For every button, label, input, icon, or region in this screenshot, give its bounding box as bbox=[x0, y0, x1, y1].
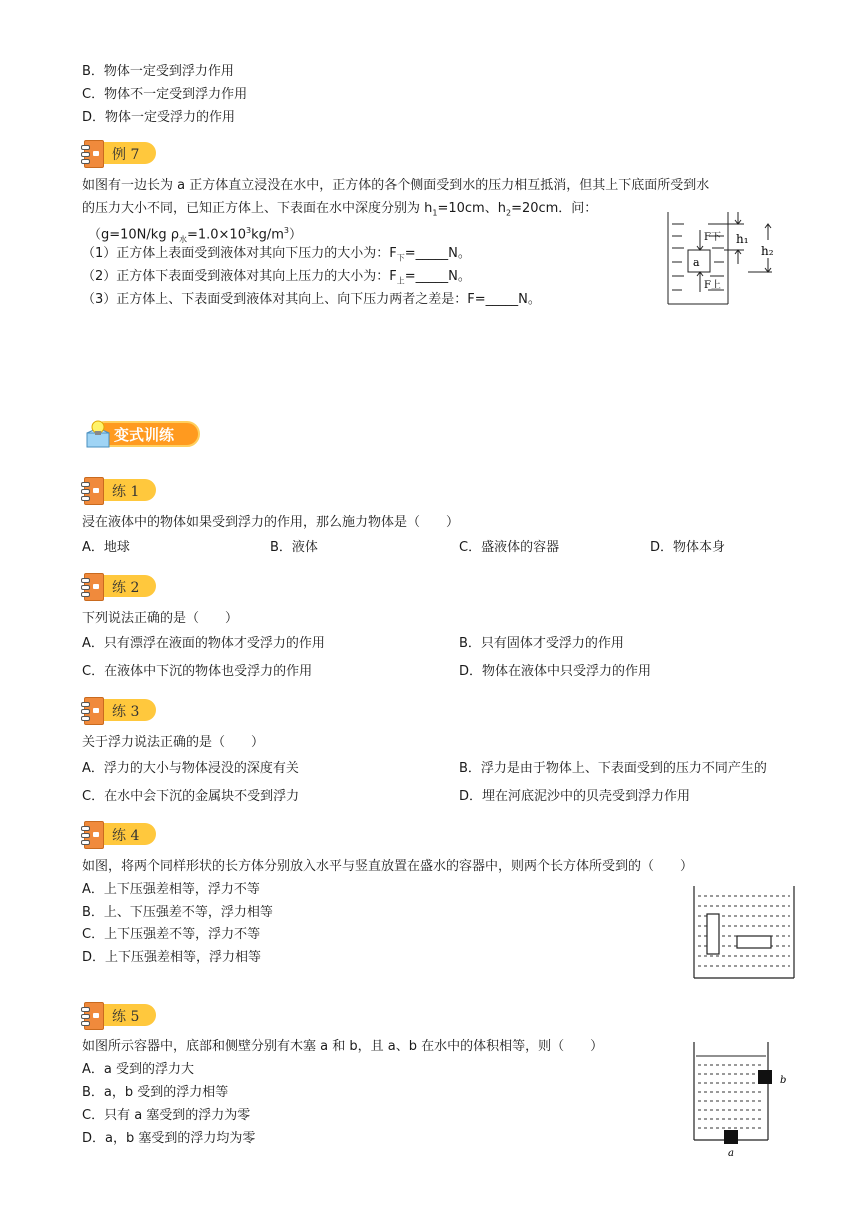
option-d: D．物体一定受浮力的作用 bbox=[82, 110, 236, 125]
practice-2-label: 练 2 bbox=[112, 580, 140, 596]
ex7-q3: （3）正方体上、下表面受到液体对其向上、向下压力两者之差是：F=_____N。 bbox=[82, 292, 541, 307]
p5-option-a: A．a 受到的浮力大 bbox=[82, 1062, 194, 1077]
h1-label: h₁ bbox=[736, 232, 749, 246]
practice-1-badge bbox=[80, 477, 158, 503]
p2-option-b: B．只有固体才受浮力的作用 bbox=[459, 636, 624, 651]
p3-option-a: A．浮力的大小与物体浸没的深度有关 bbox=[82, 761, 299, 776]
p4-option-b: B．上、下压强差不等，浮力相等 bbox=[82, 905, 273, 920]
p2-option-a: A．只有漂浮在液面的物体才受浮力的作用 bbox=[82, 636, 325, 651]
practice-5-badge bbox=[80, 1002, 158, 1028]
ex7-constants: （g=10N/kg $\rho_水=1.0\times 10^3kg/m^3$） bbox=[88, 226, 303, 244]
p1-option-a: A．地球 bbox=[82, 540, 130, 555]
p5-option-b: B．a，b 受到的浮力相等 bbox=[82, 1085, 229, 1100]
example-7-badge bbox=[80, 140, 158, 166]
p5-option-c: C．只有 a 塞受到的浮力为零 bbox=[82, 1108, 251, 1123]
two-blocks-container-figure bbox=[692, 884, 796, 980]
p1-option-b: B．液体 bbox=[270, 540, 318, 555]
p4-option-c: C．上下压强差不等，浮力不等 bbox=[82, 927, 261, 942]
option-c: C．物体不一定受到浮力作用 bbox=[82, 87, 248, 102]
practice-4-badge bbox=[80, 821, 158, 847]
cork-a bbox=[724, 1130, 738, 1144]
f-down-label: F下 bbox=[704, 232, 721, 243]
ex7-line1: 如图有一边长为 a 正方体直立浸没在水中，正方体的各个侧面受到水的压力相互抵消，但其上下底面所受到水 bbox=[82, 178, 710, 193]
cube-in-water-figure bbox=[664, 210, 784, 306]
practice-4-label: 练 4 bbox=[112, 828, 140, 844]
p2-stem: 下列说法正确的是（ ） bbox=[82, 611, 239, 626]
practice-3-badge bbox=[80, 697, 158, 723]
p3-stem: 关于浮力说法正确的是（ ） bbox=[82, 735, 265, 750]
p4-option-d: D．上下压强差相等，浮力相等 bbox=[82, 950, 262, 965]
section-header bbox=[84, 417, 200, 451]
cork-b bbox=[758, 1070, 772, 1084]
cork-a-label: a bbox=[728, 1148, 734, 1158]
notebook-icon bbox=[84, 477, 104, 505]
cork-b-label: b bbox=[780, 1075, 787, 1086]
practice-3-label: 练 3 bbox=[112, 704, 140, 720]
p1-stem: 浸在液体中的物体如果受到浮力的作用，那么施力物体是（ ） bbox=[82, 515, 460, 530]
practice-2-badge bbox=[80, 573, 158, 599]
practice-1-label: 练 1 bbox=[112, 484, 140, 500]
p3-option-d: D．埋在河底泥沙中的贝壳受到浮力作用 bbox=[459, 789, 691, 804]
cube-label: a bbox=[693, 256, 700, 269]
ex7-line2: 的压力大小不同，已知正方体上、下表面在水中深度分别为 $h_1=10cm$、$h_2=20cm$．问： bbox=[82, 201, 598, 218]
option-b: B．物体一定受到浮力作用 bbox=[82, 64, 234, 79]
p2-option-c: C．在液体中下沉的物体也受浮力的作用 bbox=[82, 664, 313, 679]
notebook-icon bbox=[84, 573, 104, 601]
p2-option-d: D．物体在液体中只受浮力的作用 bbox=[459, 664, 652, 679]
notebook-icon bbox=[84, 140, 104, 168]
h2-label: h₂ bbox=[761, 244, 774, 258]
p4-stem: 如图，将两个同样形状的长方体分别放入水平与竖直放置在盛水的容器中，则两个长方体所受到的（ ） bbox=[82, 859, 694, 874]
notebook-icon bbox=[84, 821, 104, 849]
practice-5-label: 练 5 bbox=[112, 1009, 140, 1025]
ex7-q1: （1）正方体上表面受到液体对其向下压力的大小为：$F_下=\_\_\_\_\_N$。 bbox=[82, 246, 471, 263]
notebook-icon bbox=[84, 697, 104, 725]
p4-option-a: A．上下压强差相等，浮力不等 bbox=[82, 882, 260, 897]
f-up-label: F上 bbox=[704, 280, 721, 291]
example-7-label: 例 7 bbox=[112, 147, 140, 163]
p5-stem: 如图所示容器中，底部和侧壁分别有木塞 a 和 b，且 a、b 在水中的体积相等，则（ ） bbox=[82, 1039, 604, 1054]
ex7-q2: （2）正方体下表面受到液体对其向上压力的大小为：$F_上=\_\_\_\_\_N$。 bbox=[82, 269, 471, 286]
corks-container-figure bbox=[690, 1040, 796, 1158]
p3-option-c: C．在水中会下沉的金属块不受到浮力 bbox=[82, 789, 300, 804]
lightbulb-box-icon bbox=[84, 419, 112, 449]
p1-option-c: C．盛液体的容器 bbox=[459, 540, 560, 555]
p5-option-d: D．a，b 塞受到的浮力均为零 bbox=[82, 1131, 256, 1146]
p3-option-b: B．浮力是由于物体上、下表面受到的压力不同产生的 bbox=[459, 761, 767, 776]
notebook-icon bbox=[84, 1002, 104, 1030]
section-title: 变式训练 bbox=[114, 426, 175, 444]
p1-option-d: D．物体本身 bbox=[650, 540, 726, 555]
